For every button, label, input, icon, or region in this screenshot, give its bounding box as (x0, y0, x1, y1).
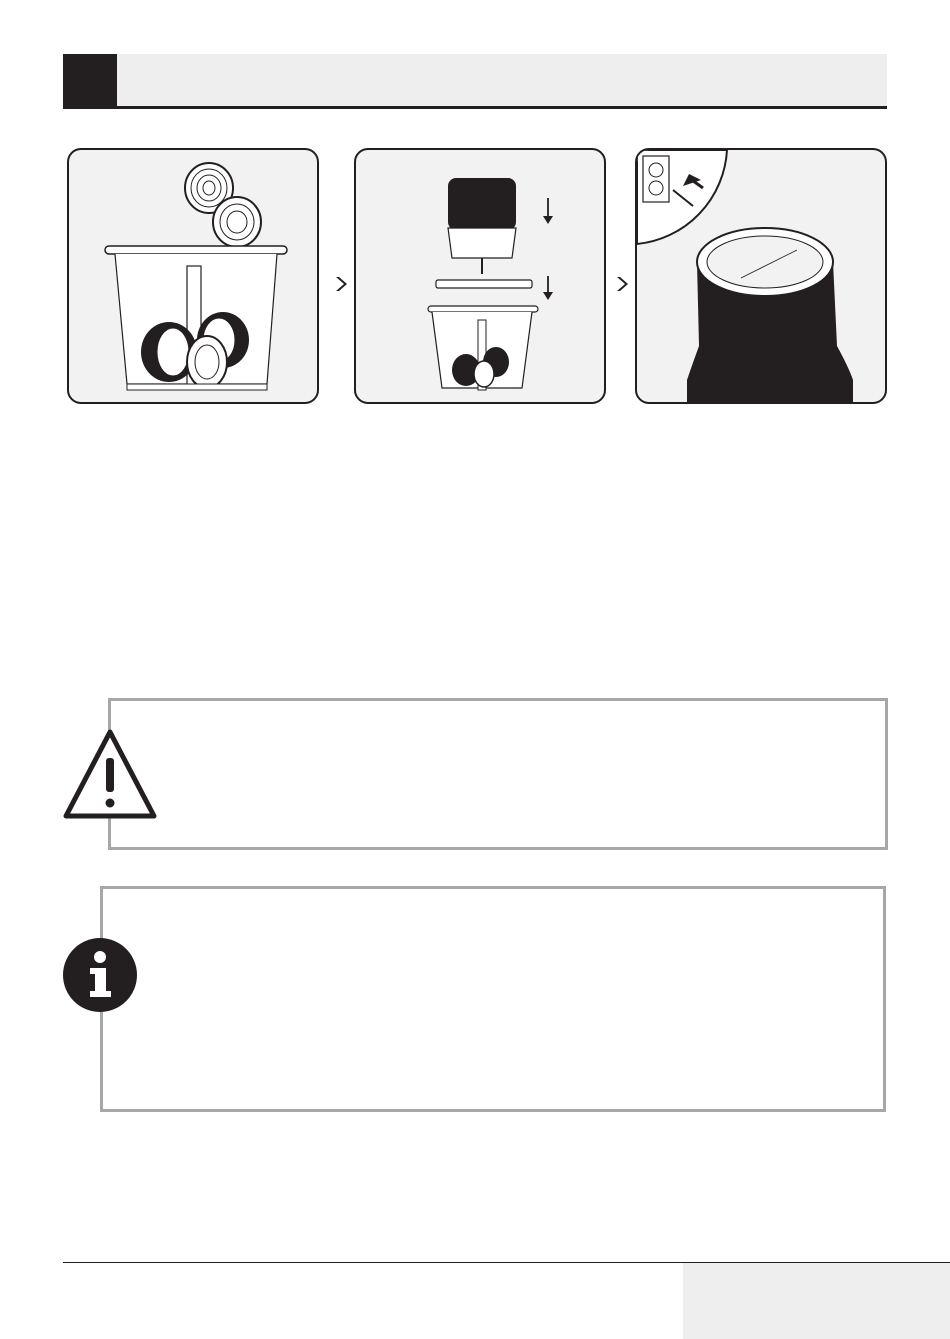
info-icon (62, 937, 138, 1013)
next-step-chevron-icon (614, 276, 630, 292)
next-step-chevron-icon (333, 276, 349, 292)
warning-triangle-icon (62, 728, 158, 820)
section-number-block (63, 54, 117, 106)
step-3-illustration (635, 148, 887, 404)
info-note (100, 886, 886, 1112)
step-2-illustration (354, 148, 606, 404)
assembly-drawing (356, 150, 606, 404)
section-header (63, 54, 887, 109)
step-1-illustration (67, 148, 319, 404)
plug-in-drawing (637, 150, 887, 404)
onion-bowl-drawing (69, 150, 319, 404)
footer-page-tab (683, 1263, 950, 1339)
warning-note (108, 698, 888, 850)
